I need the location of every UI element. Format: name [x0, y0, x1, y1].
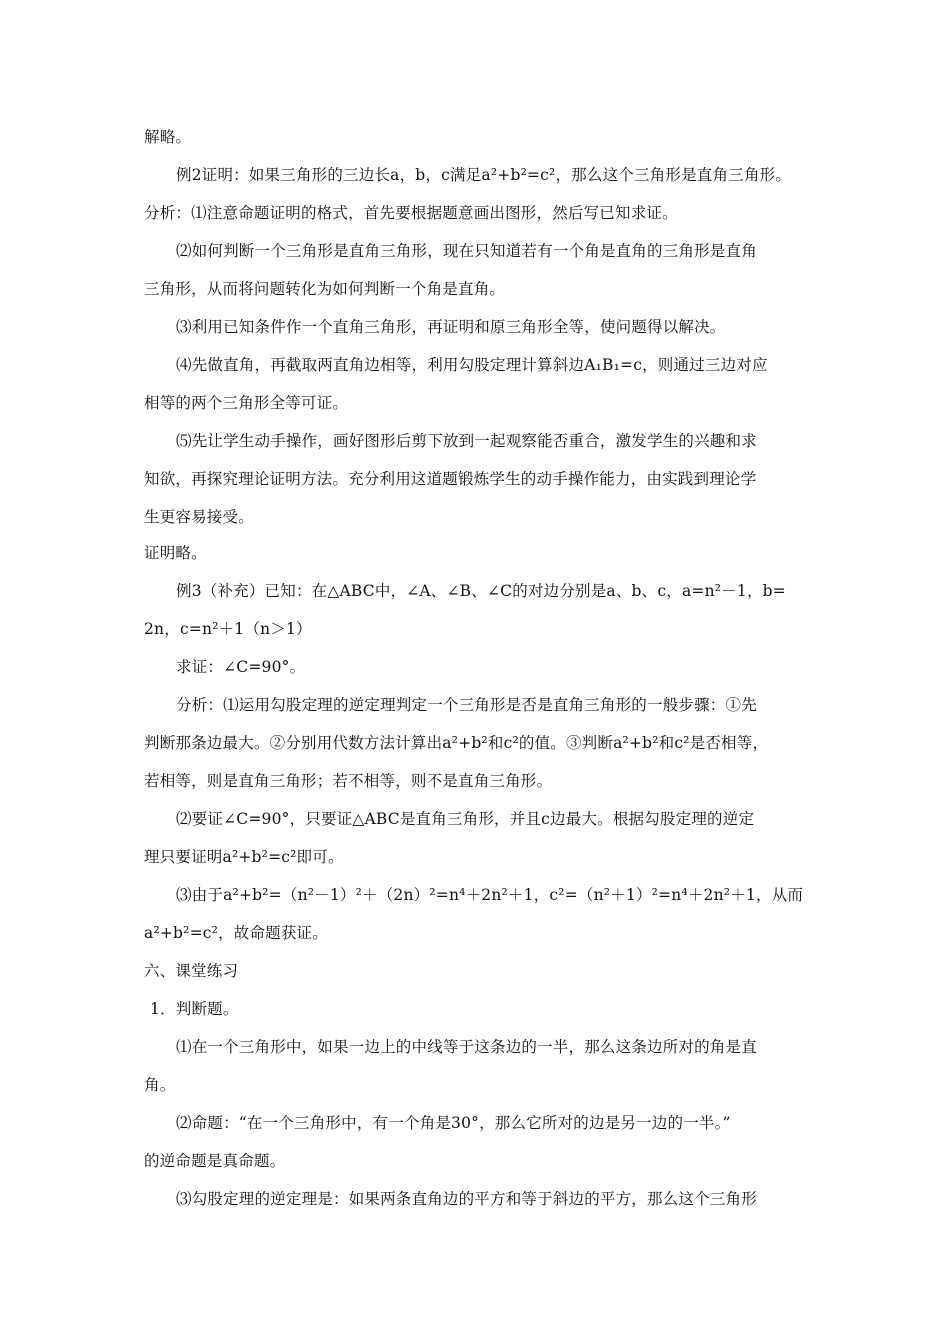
text-line: ⑶利用已知条件作一个直角三角形，再证明和原三角形全等，使问题得以解决。 — [176, 318, 726, 336]
text-line: ⑶勾股定理的逆定理是：如果两条直角边的平方和等于斜边的平方，那么这个三角形 — [176, 1190, 757, 1208]
text-line: ⑶由于a²+b²=（n²－1）²＋（2n）²=n⁴＋2n²＋1，c²=（n²＋1）²=n⁴＋2n²＋1，从而 — [176, 886, 804, 904]
text-line: 例2证明：如果三角形的三边长a，b，c满足a²+b²=c²，那么这个三角形是直角三角形。 — [176, 166, 791, 184]
section-heading: 六、课堂练习 — [144, 962, 239, 980]
text-line: 解略。 — [144, 128, 192, 146]
text-line: 若相等，则是直角三角形；若不相等，则不是直角三角形。 — [144, 772, 553, 790]
text-line: 角。 — [144, 1076, 176, 1094]
text-line: ⑵命题：“在一个三角形中，有一个角是30°，那么它所对的边是另一边的一半。” — [176, 1114, 731, 1132]
text-line: 1．判断题。 — [150, 1000, 239, 1018]
text-line: 分析：⑴运用勾股定理的逆定理判定一个三角形是否是直角三角形的一般步骤：①先 — [176, 696, 757, 714]
text-line: ⑵要证∠C=90°，只要证△ABC是直角三角形，并且c边最大。根据勾股定理的逆定 — [176, 810, 755, 828]
text-line: a²+b²=c²，故命题获证。 — [144, 924, 328, 942]
text-line: 证明略。 — [144, 544, 207, 562]
text-line: 例3（补充）已知：在△ABC中，∠A、∠B、∠C的对边分别是a、b、c，a=n²－1，b= — [176, 582, 786, 600]
text-line: ⑴在一个三角形中，如果一边上的中线等于这条边的一半，那么这条边所对的角是直 — [176, 1038, 757, 1056]
text-line: 判断那条边最大。②分别用代数方法计算出a²+b²和c²的值。③判断a²+b²和c²是否相等， — [144, 734, 769, 752]
text-line: 三角形，从而将问题转化为如何判断一个角是直角。 — [144, 280, 506, 298]
text-line: 2n，c=n²＋1（n＞1） — [144, 620, 312, 638]
text-line: 分析：⑴注意命题证明的格式，首先要根据题意画出图形，然后写已知求证。 — [144, 204, 678, 222]
text-line: ⑵如何判断一个三角形是直角三角形，现在只知道若有一个角是直角的三角形是直角 — [176, 242, 757, 260]
text-line: 的逆命题是真命题。 — [144, 1152, 286, 1170]
text-line: ⑷先做直角，再截取两直角边相等，利用勾股定理计算斜边A₁B₁=c，则通过三边对应 — [176, 356, 768, 374]
text-line: 理只要证明a²+b²=c²即可。 — [144, 848, 344, 866]
text-line: 求证：∠C=90°。 — [176, 658, 306, 676]
text-line: 知欲，再探究理论证明方法。充分利用这道题锻炼学生的动手操作能力，由实践到理论学 — [144, 470, 757, 488]
text-line: ⑸先让学生动手操作，画好图形后剪下放到一起观察能否重合，激发学生的兴趣和求 — [176, 432, 757, 450]
text-line: 生更容易接受。 — [144, 508, 254, 526]
text-line: 相等的两个三角形全等可证。 — [144, 394, 349, 412]
